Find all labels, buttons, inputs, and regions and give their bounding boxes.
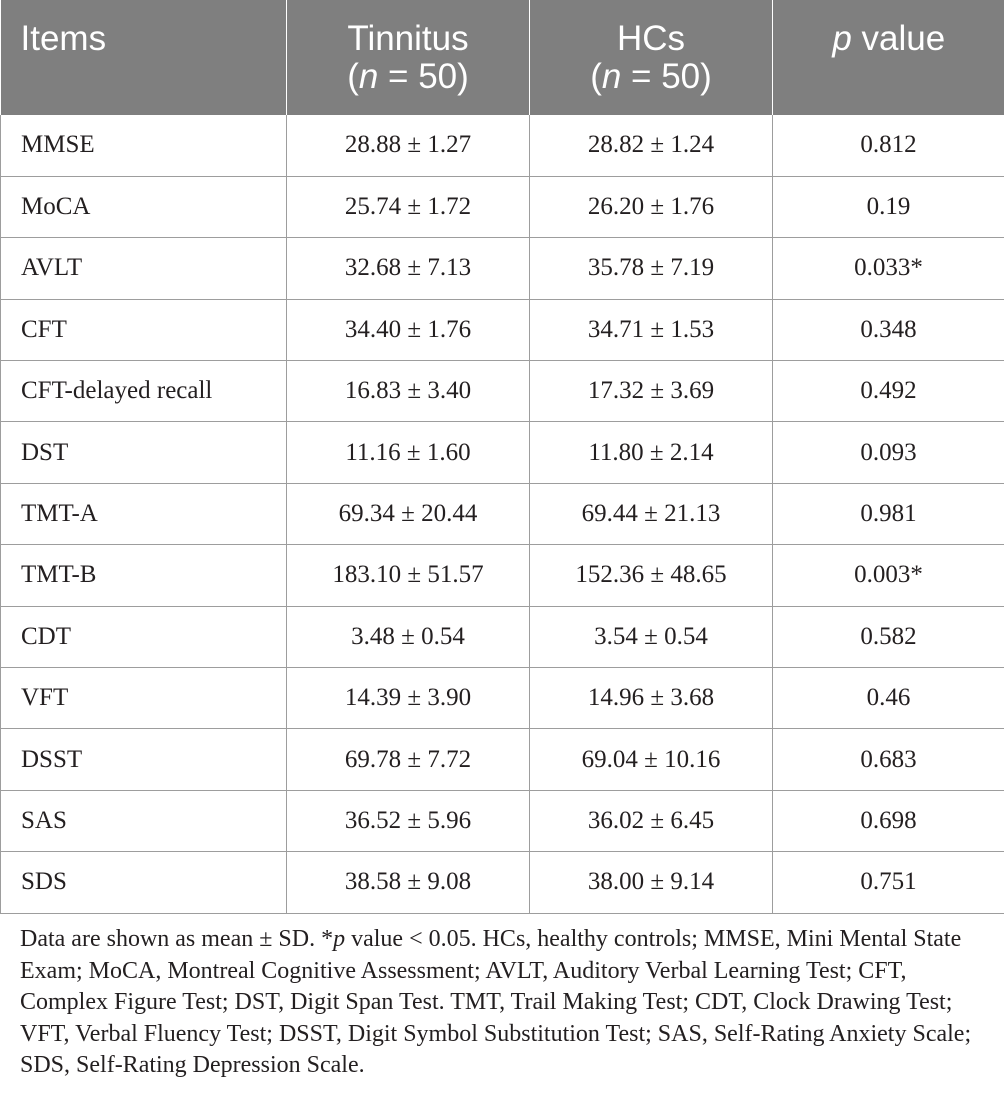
table-row [1, 361, 1004, 422]
cell-item: SAS [1, 790, 287, 851]
cell-item: DST [1, 422, 287, 483]
table-row [1, 115, 1004, 176]
cell-p-value: 0.19 [773, 176, 1004, 237]
table-header [1, 0, 1004, 115]
table-body [1, 115, 1004, 913]
cell-p-value: 0.46 [773, 668, 1004, 729]
table-footnote: Data are shown as mean ± SD. *p value < 0.05. HCs, healthy controls; MMSE, Mini Mental State Exam; MoCA, Montreal Cognitive Assessment; AVLT, Auditory Verbal Learning Test; CFT, Complex Figure Test; DST, Digit Span Test. TMT, Trail Making Test; CDT, Clock Drawing Test; VFT, Verbal Fluency Test; DSST, Digit Symbol Substitution Test; SAS, Self-Rating Anxiety Scale; SDS, Self-Rating Depression Scale. [20, 926, 972, 1078]
table-row [1, 238, 1004, 299]
cell-p-value: 0.698 [773, 790, 1004, 851]
header-hcs: HCs (n = 50) [530, 0, 773, 115]
header-p-value: p value [832, 19, 946, 58]
header-tinnitus: Tinnitus (n = 50) [287, 0, 530, 115]
cell-tinnitus: 28.88 ± 1.27 [287, 115, 530, 176]
cell-tinnitus: 14.39 ± 3.90 [287, 668, 530, 729]
cell-item: CFT [1, 299, 287, 360]
cell-hcs: 28.82 ± 1.24 [530, 115, 773, 176]
cell-hcs: 69.44 ± 21.13 [530, 483, 773, 544]
cell-hcs: 34.71 ± 1.53 [530, 299, 773, 360]
cell-p-value: 0.751 [773, 852, 1004, 913]
cell-p-value: 0.492 [773, 361, 1004, 422]
cell-item: AVLT [1, 238, 287, 299]
cell-item: MMSE [1, 115, 287, 176]
table-row [1, 729, 1004, 790]
cell-item: VFT [1, 668, 287, 729]
cell-tinnitus: 69.34 ± 20.44 [287, 483, 530, 544]
cell-p-value: 0.003* [773, 545, 1004, 606]
cell-tinnitus: 32.68 ± 7.13 [287, 238, 530, 299]
cell-hcs: 35.78 ± 7.19 [530, 238, 773, 299]
cell-tinnitus: 69.78 ± 7.72 [287, 729, 530, 790]
cell-hcs: 26.20 ± 1.76 [530, 176, 773, 237]
cell-p-value: 0.348 [773, 299, 1004, 360]
header-row [1, 0, 1004, 115]
cell-p-value: 0.033* [773, 238, 1004, 299]
cell-hcs: 11.80 ± 2.14 [530, 422, 773, 483]
cell-item: SDS [1, 852, 287, 913]
table-row [1, 483, 1004, 544]
cell-p-value: 0.812 [773, 115, 1004, 176]
cell-item: CFT-delayed recall [1, 361, 287, 422]
cell-p-value: 0.683 [773, 729, 1004, 790]
table-row [1, 422, 1004, 483]
cell-p-value: 0.981 [773, 483, 1004, 544]
cell-item: MoCA [1, 176, 287, 237]
cell-item: TMT-B [1, 545, 287, 606]
cell-tinnitus: 34.40 ± 1.76 [287, 299, 530, 360]
cell-hcs: 152.36 ± 48.65 [530, 545, 773, 606]
table-row [1, 790, 1004, 851]
cell-tinnitus: 3.48 ± 0.54 [287, 606, 530, 667]
table-row [1, 606, 1004, 667]
cell-hcs: 69.04 ± 10.16 [530, 729, 773, 790]
cell-item: TMT-A [1, 483, 287, 544]
cell-tinnitus: 25.74 ± 1.72 [287, 176, 530, 237]
cell-tinnitus: 11.16 ± 1.60 [287, 422, 530, 483]
cell-hcs: 17.32 ± 3.69 [530, 361, 773, 422]
cell-item: DSST [1, 729, 287, 790]
cell-item: CDT [1, 606, 287, 667]
table-row [1, 668, 1004, 729]
cell-p-value: 0.093 [773, 422, 1004, 483]
header-items: Items [1, 0, 287, 115]
cell-hcs: 14.96 ± 3.68 [530, 668, 773, 729]
table-row [1, 299, 1004, 360]
table-row [1, 176, 1004, 237]
table-row [1, 852, 1004, 913]
cell-hcs: 36.02 ± 6.45 [530, 790, 773, 851]
cell-hcs: 38.00 ± 9.14 [530, 852, 773, 913]
cell-p-value: 0.582 [773, 606, 1004, 667]
table-row [1, 545, 1004, 606]
cell-tinnitus: 36.52 ± 5.96 [287, 790, 530, 851]
cell-tinnitus: 16.83 ± 3.40 [287, 361, 530, 422]
cell-hcs: 3.54 ± 0.54 [530, 606, 773, 667]
cell-tinnitus: 38.58 ± 9.08 [287, 852, 530, 913]
cell-tinnitus: 183.10 ± 51.57 [287, 545, 530, 606]
